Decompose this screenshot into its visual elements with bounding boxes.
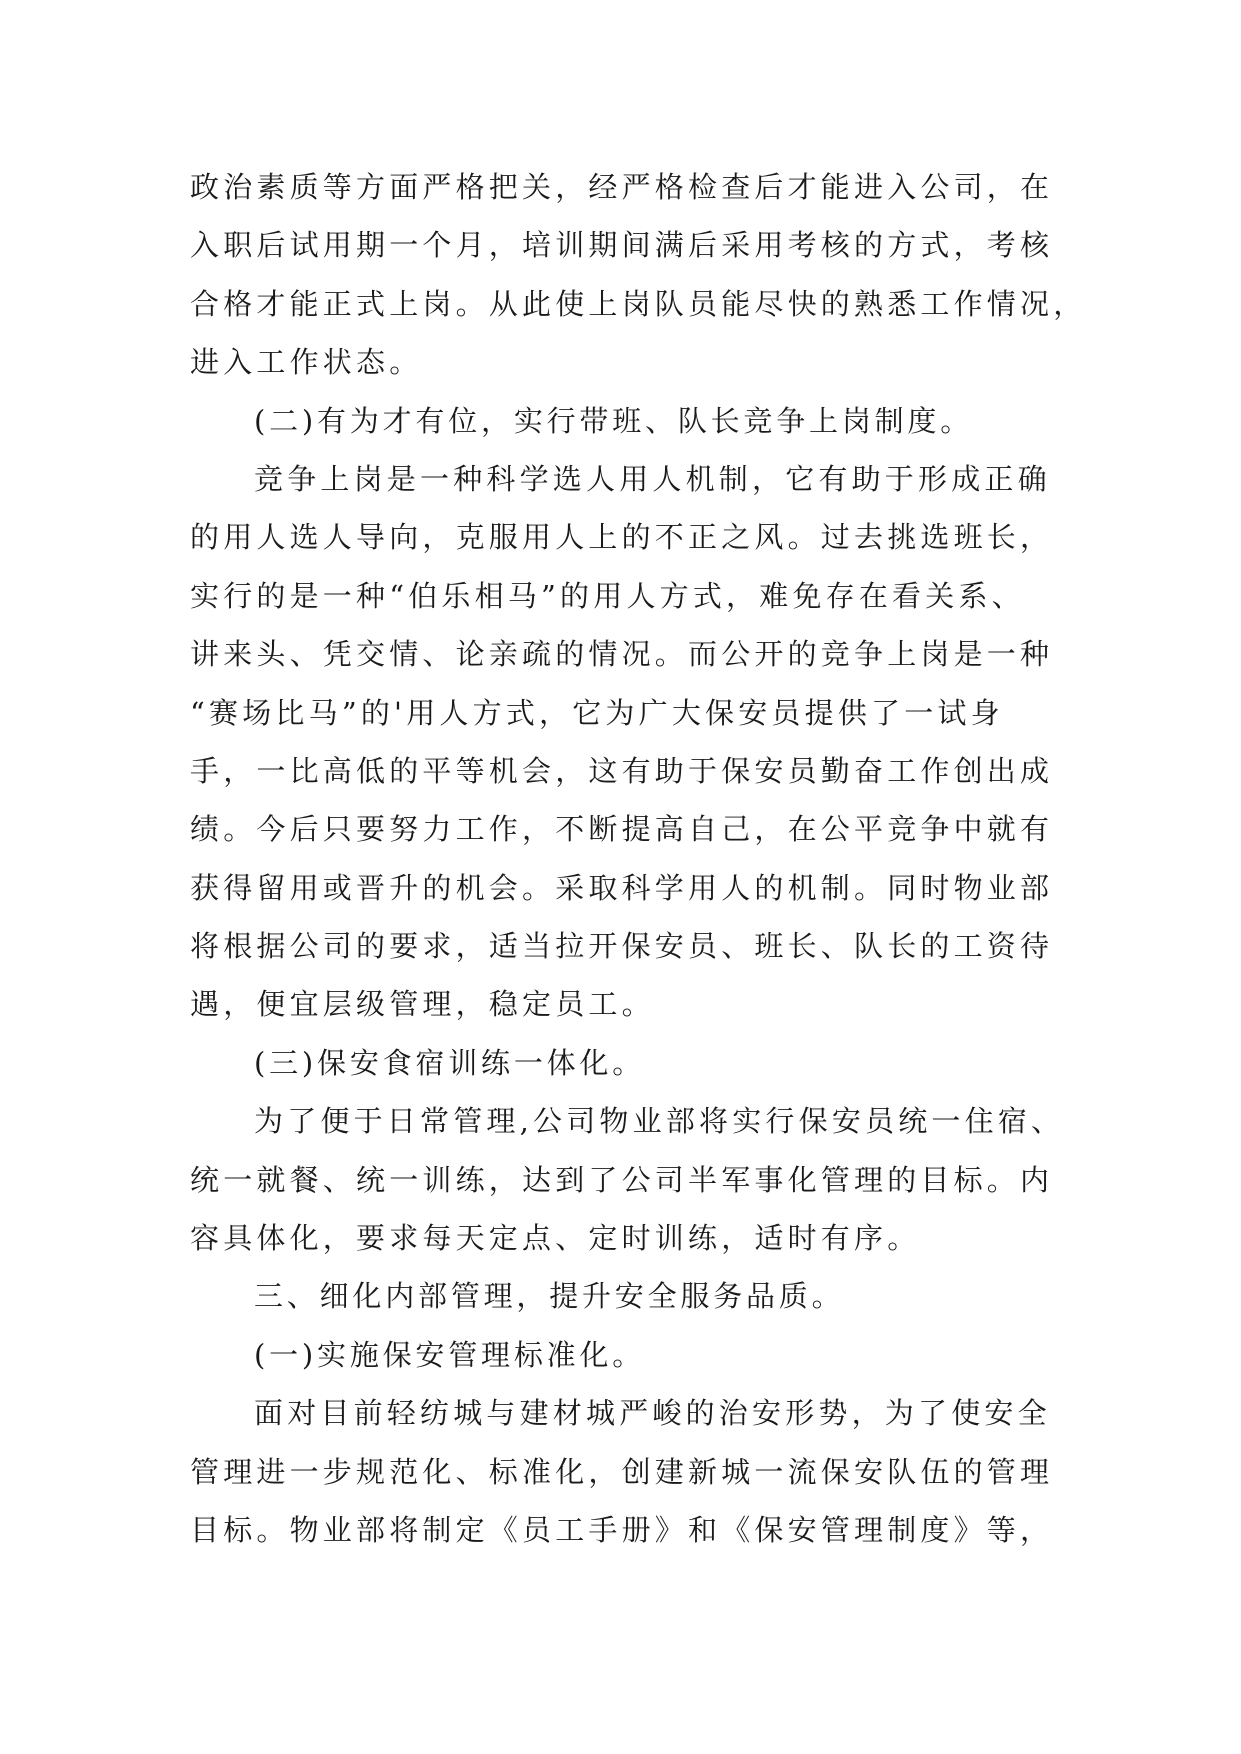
text-line: 将根据公司的要求，适当拉开保安员、班长、队长的工资待 [190,929,1054,964]
text-line: 政治素质等方面严格把关，经严格检查后才能进入公司，在 [190,170,1054,204]
section-heading: (二)有为才有位，实行带班、队长竞争上岗制度。 [254,403,974,438]
text-line: 管理进一步规范化、标准化，创建新城一流保安队伍的管理 [190,1454,1054,1489]
text-line: 统一就餐、统一训练，达到了公司半军事化管理的目标。内 [190,1162,1054,1197]
text-line: 的用人选人导向，克服用人上的不正之风。过去挑选班长， [190,520,1054,555]
paragraph-start: 面对目前轻纺城与建材城严峻的治安形势，为了使安全 [254,1396,1051,1431]
text-line: 目标。物业部将制定《员工手册》和《保安管理制度》等， [190,1512,1054,1547]
text-line: 入职后试用期一个月，培训期间满后采用考核的方式，考核 [190,228,1054,263]
text-line: 获得留用或晋升的机会。采取科学用人的机制。同时物业部 [190,870,1054,905]
body-text [190,158,1087,1559]
text-line: “赛场比马”的'用人方式，它为广大保安员提供了一试身 [190,695,1004,730]
text-line: 实行的是一种“伯乐相马”的用人方式，难免存在看关系、 [190,578,1025,613]
section-heading: 三、细化内部管理，提升安全服务品质。 [254,1279,845,1314]
text-line: 讲来头、凭交情、论亲疏的情况。而公开的竞争上岗是一种 [190,637,1054,672]
text-line: 容具体化，要求每天定点、定时训练，适时有序。 [190,1221,921,1256]
paragraph-start: 竞争上岗是一种科学选人用人机制，它有助于形成正确 [254,461,1051,496]
section-heading: (三)保安食宿训练一体化。 [254,1045,646,1080]
text-line: 绩。今后只要努力工作，不断提高自己，在公平竞争中就有 [190,812,1054,847]
paragraph-start: 为了便于日常管理,公司物业部将实行保安员统一住宿、 [254,1104,1065,1139]
text-line: 合格才能正式上岗。从此使上岗队员能尽快的熟悉工作情况， [190,286,1087,321]
section-heading: (一)实施保安管理标准化。 [254,1337,646,1372]
text-line: 遇，便宜层级管理，稳定员工。 [190,987,655,1022]
text-line: 手，一比高低的平等机会，这有助于保安员勤奋工作创出成 [190,753,1054,788]
text-line: 进入工作状态。 [190,345,423,380]
